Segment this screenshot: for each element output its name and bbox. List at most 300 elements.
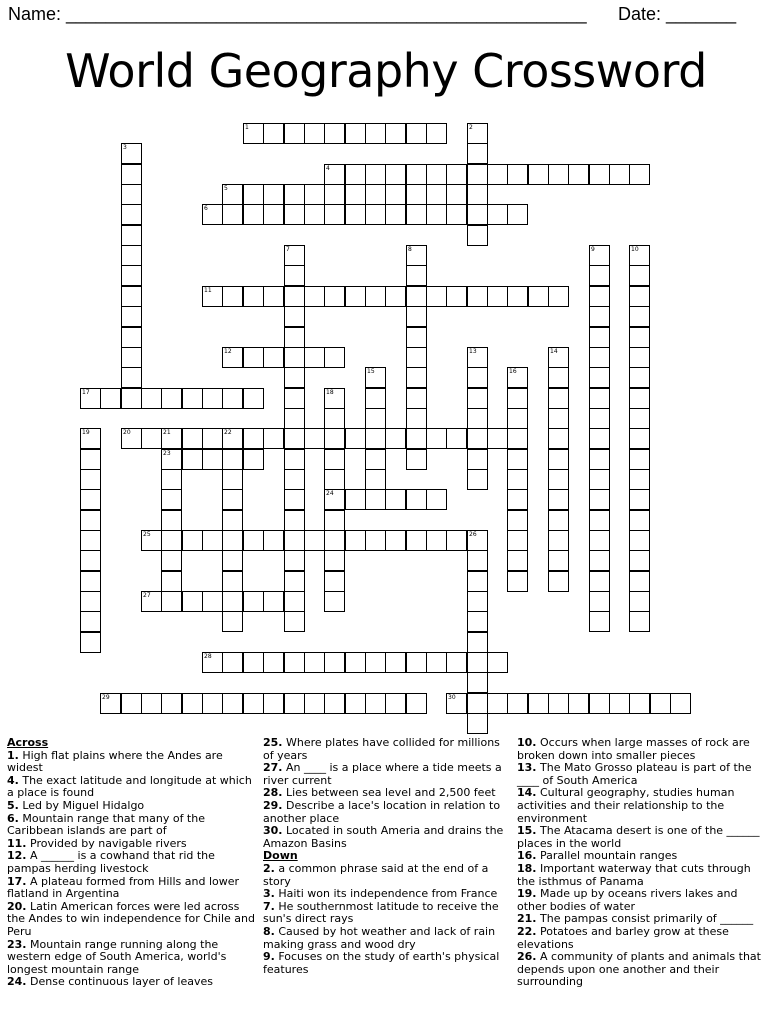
grid-cell[interactable] xyxy=(121,306,142,327)
grid-cell[interactable] xyxy=(141,530,162,551)
grid-cell[interactable] xyxy=(426,164,447,185)
grid-cell[interactable] xyxy=(385,184,406,205)
grid-cell[interactable] xyxy=(161,388,182,409)
grid-cell[interactable] xyxy=(507,204,528,225)
grid-cell[interactable] xyxy=(406,164,427,185)
grid-cell[interactable] xyxy=(406,123,427,144)
grid-cell[interactable] xyxy=(284,530,305,551)
grid-cell[interactable] xyxy=(507,550,528,571)
grid-cell[interactable] xyxy=(548,489,569,510)
grid-cell[interactable] xyxy=(324,388,345,409)
grid-cell[interactable] xyxy=(222,347,243,368)
grid-cell[interactable] xyxy=(385,286,406,307)
grid-cell[interactable] xyxy=(629,388,650,409)
grid-cell[interactable] xyxy=(487,286,508,307)
grid-cell[interactable] xyxy=(222,489,243,510)
grid-cell[interactable] xyxy=(121,327,142,348)
grid-cell[interactable] xyxy=(629,265,650,286)
grid-cell[interactable] xyxy=(385,530,406,551)
grid-cell[interactable] xyxy=(467,143,488,164)
grid-cell[interactable] xyxy=(345,164,366,185)
grid-cell[interactable] xyxy=(528,693,549,714)
grid-cell[interactable] xyxy=(446,286,467,307)
grid-cell[interactable] xyxy=(629,245,650,266)
grid-cell[interactable] xyxy=(385,489,406,510)
grid-cell[interactable] xyxy=(629,489,650,510)
grid-cell[interactable] xyxy=(284,388,305,409)
grid-cell[interactable] xyxy=(80,632,101,653)
grid-cell[interactable] xyxy=(467,225,488,246)
grid-cell[interactable] xyxy=(202,591,223,612)
grid-cell[interactable] xyxy=(365,693,386,714)
grid-cell[interactable] xyxy=(100,388,121,409)
grid-cell[interactable] xyxy=(467,449,488,470)
grid-cell[interactable] xyxy=(528,164,549,185)
grid-cell[interactable] xyxy=(243,530,264,551)
grid-cell[interactable] xyxy=(487,693,508,714)
grid-cell[interactable] xyxy=(304,204,325,225)
grid-cell[interactable] xyxy=(284,652,305,673)
grid-cell[interactable] xyxy=(467,367,488,388)
grid-cell[interactable] xyxy=(222,428,243,449)
grid-cell[interactable] xyxy=(304,286,325,307)
grid-cell[interactable] xyxy=(284,367,305,388)
grid-cell[interactable] xyxy=(406,184,427,205)
grid-cell[interactable] xyxy=(365,428,386,449)
grid-cell[interactable] xyxy=(385,204,406,225)
grid-cell[interactable] xyxy=(263,530,284,551)
grid-cell[interactable] xyxy=(161,693,182,714)
grid-cell[interactable] xyxy=(467,652,488,673)
grid-cell[interactable] xyxy=(243,286,264,307)
grid-cell[interactable] xyxy=(629,428,650,449)
grid-cell[interactable] xyxy=(487,652,508,673)
grid-cell[interactable] xyxy=(406,286,427,307)
grid-cell[interactable] xyxy=(548,164,569,185)
grid-cell[interactable] xyxy=(284,571,305,592)
grid-cell[interactable] xyxy=(589,286,610,307)
grid-cell[interactable] xyxy=(548,347,569,368)
grid-cell[interactable] xyxy=(548,388,569,409)
grid-cell[interactable] xyxy=(507,164,528,185)
grid-cell[interactable] xyxy=(222,286,243,307)
grid-cell[interactable] xyxy=(629,164,650,185)
grid-cell[interactable] xyxy=(222,652,243,673)
grid-cell[interactable] xyxy=(324,347,345,368)
grid-cell[interactable] xyxy=(243,428,264,449)
grid-cell[interactable] xyxy=(80,388,101,409)
grid-cell[interactable] xyxy=(548,571,569,592)
grid-cell[interactable] xyxy=(284,327,305,348)
grid-cell[interactable] xyxy=(202,388,223,409)
grid-cell[interactable] xyxy=(222,388,243,409)
grid-cell[interactable] xyxy=(121,693,142,714)
grid-cell[interactable] xyxy=(406,265,427,286)
grid-cell[interactable] xyxy=(80,591,101,612)
grid-cell[interactable] xyxy=(507,469,528,490)
grid-cell[interactable] xyxy=(406,449,427,470)
grid-cell[interactable] xyxy=(629,510,650,531)
grid-cell[interactable] xyxy=(589,164,610,185)
grid-cell[interactable] xyxy=(629,611,650,632)
grid-cell[interactable] xyxy=(426,123,447,144)
grid-cell[interactable] xyxy=(141,591,162,612)
grid-cell[interactable] xyxy=(467,286,488,307)
grid-cell[interactable] xyxy=(222,693,243,714)
grid-cell[interactable] xyxy=(80,571,101,592)
grid-cell[interactable] xyxy=(446,428,467,449)
grid-cell[interactable] xyxy=(487,428,508,449)
grid-cell[interactable] xyxy=(629,306,650,327)
grid-cell[interactable] xyxy=(222,550,243,571)
grid-cell[interactable] xyxy=(284,265,305,286)
grid-cell[interactable] xyxy=(304,530,325,551)
grid-cell[interactable] xyxy=(365,123,386,144)
grid-cell[interactable] xyxy=(284,204,305,225)
grid-cell[interactable] xyxy=(324,530,345,551)
grid-cell[interactable] xyxy=(243,388,264,409)
grid-cell[interactable] xyxy=(222,204,243,225)
grid-cell[interactable] xyxy=(161,489,182,510)
grid-cell[interactable] xyxy=(548,510,569,531)
grid-cell[interactable] xyxy=(243,347,264,368)
grid-cell[interactable] xyxy=(507,449,528,470)
grid-cell[interactable] xyxy=(284,306,305,327)
grid-cell[interactable] xyxy=(304,428,325,449)
grid-cell[interactable] xyxy=(345,693,366,714)
grid-cell[interactable] xyxy=(385,652,406,673)
grid-cell[interactable] xyxy=(629,530,650,551)
grid-cell[interactable] xyxy=(141,388,162,409)
grid-cell[interactable] xyxy=(324,469,345,490)
grid-cell[interactable] xyxy=(589,510,610,531)
grid-cell[interactable] xyxy=(487,164,508,185)
grid-cell[interactable] xyxy=(324,184,345,205)
grid-cell[interactable] xyxy=(365,408,386,429)
grid-cell[interactable] xyxy=(345,184,366,205)
grid-cell[interactable] xyxy=(406,652,427,673)
grid-cell[interactable] xyxy=(365,489,386,510)
grid-cell[interactable] xyxy=(284,469,305,490)
grid-cell[interactable] xyxy=(467,530,488,551)
grid-cell[interactable] xyxy=(345,428,366,449)
grid-cell[interactable] xyxy=(467,693,488,714)
grid-cell[interactable] xyxy=(345,286,366,307)
grid-cell[interactable] xyxy=(629,550,650,571)
grid-cell[interactable] xyxy=(548,449,569,470)
grid-cell[interactable] xyxy=(284,184,305,205)
grid-cell[interactable] xyxy=(467,713,488,734)
grid-cell[interactable] xyxy=(385,693,406,714)
grid-cell[interactable] xyxy=(324,449,345,470)
grid-cell[interactable] xyxy=(629,693,650,714)
grid-cell[interactable] xyxy=(467,204,488,225)
grid-cell[interactable] xyxy=(222,469,243,490)
grid-cell[interactable] xyxy=(182,693,203,714)
grid-cell[interactable] xyxy=(80,449,101,470)
grid-cell[interactable] xyxy=(121,164,142,185)
grid-cell[interactable] xyxy=(161,428,182,449)
grid-cell[interactable] xyxy=(202,530,223,551)
grid-cell[interactable] xyxy=(365,449,386,470)
grid-cell[interactable] xyxy=(589,489,610,510)
grid-cell[interactable] xyxy=(121,367,142,388)
grid-cell[interactable] xyxy=(406,388,427,409)
grid-cell[interactable] xyxy=(629,286,650,307)
grid-cell[interactable] xyxy=(80,489,101,510)
grid-cell[interactable] xyxy=(304,652,325,673)
grid-cell[interactable] xyxy=(222,571,243,592)
grid-cell[interactable] xyxy=(222,184,243,205)
grid-cell[interactable] xyxy=(426,286,447,307)
grid-cell[interactable] xyxy=(406,204,427,225)
grid-cell[interactable] xyxy=(426,184,447,205)
grid-cell[interactable] xyxy=(385,428,406,449)
grid-cell[interactable] xyxy=(284,245,305,266)
grid-cell[interactable] xyxy=(222,530,243,551)
grid-cell[interactable] xyxy=(304,693,325,714)
grid-cell[interactable] xyxy=(507,693,528,714)
grid-cell[interactable] xyxy=(589,265,610,286)
grid-cell[interactable] xyxy=(589,550,610,571)
grid-cell[interactable] xyxy=(324,591,345,612)
grid-cell[interactable] xyxy=(568,164,589,185)
grid-cell[interactable] xyxy=(284,449,305,470)
grid-cell[interactable] xyxy=(324,408,345,429)
grid-cell[interactable] xyxy=(263,347,284,368)
grid-cell[interactable] xyxy=(324,652,345,673)
grid-cell[interactable] xyxy=(202,286,223,307)
grid-cell[interactable] xyxy=(487,204,508,225)
grid-cell[interactable] xyxy=(263,591,284,612)
grid-cell[interactable] xyxy=(589,245,610,266)
grid-cell[interactable] xyxy=(345,204,366,225)
grid-cell[interactable] xyxy=(141,693,162,714)
grid-cell[interactable] xyxy=(202,693,223,714)
grid-cell[interactable] xyxy=(365,184,386,205)
grid-cell[interactable] xyxy=(182,530,203,551)
grid-cell[interactable] xyxy=(507,510,528,531)
grid-cell[interactable] xyxy=(263,286,284,307)
grid-cell[interactable] xyxy=(629,327,650,348)
grid-cell[interactable] xyxy=(589,571,610,592)
grid-cell[interactable] xyxy=(548,286,569,307)
grid-cell[interactable] xyxy=(121,286,142,307)
grid-cell[interactable] xyxy=(121,388,142,409)
grid-cell[interactable] xyxy=(446,204,467,225)
grid-cell[interactable] xyxy=(365,204,386,225)
grid-cell[interactable] xyxy=(243,693,264,714)
grid-cell[interactable] xyxy=(507,367,528,388)
grid-cell[interactable] xyxy=(121,225,142,246)
grid-cell[interactable] xyxy=(426,530,447,551)
grid-cell[interactable] xyxy=(629,408,650,429)
grid-cell[interactable] xyxy=(467,428,488,449)
grid-cell[interactable] xyxy=(324,489,345,510)
grid-cell[interactable] xyxy=(589,591,610,612)
grid-cell[interactable] xyxy=(589,693,610,714)
grid-cell[interactable] xyxy=(263,123,284,144)
grid-cell[interactable] xyxy=(467,611,488,632)
grid-cell[interactable] xyxy=(263,184,284,205)
grid-cell[interactable] xyxy=(202,428,223,449)
grid-cell[interactable] xyxy=(548,550,569,571)
grid-cell[interactable] xyxy=(589,449,610,470)
grid-cell[interactable] xyxy=(467,591,488,612)
grid-cell[interactable] xyxy=(121,347,142,368)
grid-cell[interactable] xyxy=(202,652,223,673)
grid-cell[interactable] xyxy=(121,184,142,205)
grid-cell[interactable] xyxy=(304,123,325,144)
grid-cell[interactable] xyxy=(324,204,345,225)
grid-cell[interactable] xyxy=(507,388,528,409)
grid-cell[interactable] xyxy=(80,611,101,632)
grid-cell[interactable] xyxy=(406,489,427,510)
grid-cell[interactable] xyxy=(345,489,366,510)
grid-cell[interactable] xyxy=(589,530,610,551)
grid-cell[interactable] xyxy=(507,428,528,449)
grid-cell[interactable] xyxy=(650,693,671,714)
grid-cell[interactable] xyxy=(161,550,182,571)
grid-cell[interactable] xyxy=(202,449,223,470)
grid-cell[interactable] xyxy=(589,367,610,388)
grid-cell[interactable] xyxy=(121,428,142,449)
grid-cell[interactable] xyxy=(467,347,488,368)
grid-cell[interactable] xyxy=(406,347,427,368)
grid-cell[interactable] xyxy=(426,428,447,449)
grid-cell[interactable] xyxy=(365,388,386,409)
grid-cell[interactable] xyxy=(284,428,305,449)
grid-cell[interactable] xyxy=(284,489,305,510)
grid-cell[interactable] xyxy=(548,408,569,429)
grid-cell[interactable] xyxy=(365,652,386,673)
grid-cell[interactable] xyxy=(222,510,243,531)
grid-cell[interactable] xyxy=(284,510,305,531)
grid-cell[interactable] xyxy=(121,265,142,286)
grid-cell[interactable] xyxy=(243,449,264,470)
grid-cell[interactable] xyxy=(467,408,488,429)
grid-cell[interactable] xyxy=(406,245,427,266)
grid-cell[interactable] xyxy=(426,204,447,225)
grid-cell[interactable] xyxy=(324,164,345,185)
grid-cell[interactable] xyxy=(284,286,305,307)
name-field[interactable]: Name: ____________________________________________________ xyxy=(8,4,587,24)
grid-cell[interactable] xyxy=(161,510,182,531)
grid-cell[interactable] xyxy=(121,204,142,225)
grid-cell[interactable] xyxy=(324,571,345,592)
grid-cell[interactable] xyxy=(141,428,162,449)
grid-cell[interactable] xyxy=(161,571,182,592)
grid-cell[interactable] xyxy=(365,164,386,185)
grid-cell[interactable] xyxy=(80,428,101,449)
grid-cell[interactable] xyxy=(121,245,142,266)
grid-cell[interactable] xyxy=(80,469,101,490)
grid-cell[interactable] xyxy=(548,469,569,490)
grid-cell[interactable] xyxy=(467,123,488,144)
grid-cell[interactable] xyxy=(589,347,610,368)
grid-cell[interactable] xyxy=(629,591,650,612)
grid-cell[interactable] xyxy=(243,652,264,673)
grid-cell[interactable] xyxy=(507,286,528,307)
grid-cell[interactable] xyxy=(589,611,610,632)
grid-cell[interactable] xyxy=(589,327,610,348)
grid-cell[interactable] xyxy=(365,530,386,551)
grid-cell[interactable] xyxy=(284,693,305,714)
grid-cell[interactable] xyxy=(345,530,366,551)
grid-cell[interactable] xyxy=(446,652,467,673)
grid-cell[interactable] xyxy=(324,550,345,571)
grid-cell[interactable] xyxy=(589,388,610,409)
grid-cell[interactable] xyxy=(467,184,488,205)
grid-cell[interactable] xyxy=(202,204,223,225)
grid-cell[interactable] xyxy=(629,571,650,592)
grid-cell[interactable] xyxy=(345,652,366,673)
grid-cell[interactable] xyxy=(446,530,467,551)
grid-cell[interactable] xyxy=(182,591,203,612)
grid-cell[interactable] xyxy=(507,408,528,429)
grid-cell[interactable] xyxy=(222,591,243,612)
grid-cell[interactable] xyxy=(243,591,264,612)
grid-cell[interactable] xyxy=(182,449,203,470)
grid-cell[interactable] xyxy=(507,489,528,510)
grid-cell[interactable] xyxy=(284,550,305,571)
grid-cell[interactable] xyxy=(670,693,691,714)
grid-cell[interactable] xyxy=(467,550,488,571)
grid-cell[interactable] xyxy=(406,306,427,327)
grid-cell[interactable] xyxy=(365,367,386,388)
grid-cell[interactable] xyxy=(365,286,386,307)
grid-cell[interactable] xyxy=(629,347,650,368)
grid-cell[interactable] xyxy=(324,693,345,714)
grid-cell[interactable] xyxy=(446,693,467,714)
grid-cell[interactable] xyxy=(121,143,142,164)
grid-cell[interactable] xyxy=(385,123,406,144)
grid-cell[interactable] xyxy=(467,571,488,592)
grid-cell[interactable] xyxy=(284,611,305,632)
grid-cell[interactable] xyxy=(589,469,610,490)
grid-cell[interactable] xyxy=(263,428,284,449)
grid-cell[interactable] xyxy=(467,469,488,490)
grid-cell[interactable] xyxy=(507,571,528,592)
grid-cell[interactable] xyxy=(426,652,447,673)
grid-cell[interactable] xyxy=(629,449,650,470)
grid-cell[interactable] xyxy=(182,428,203,449)
grid-cell[interactable] xyxy=(161,591,182,612)
grid-cell[interactable] xyxy=(304,184,325,205)
grid-cell[interactable] xyxy=(243,123,264,144)
grid-cell[interactable] xyxy=(446,164,467,185)
grid-cell[interactable] xyxy=(365,469,386,490)
grid-cell[interactable] xyxy=(80,530,101,551)
grid-cell[interactable] xyxy=(263,204,284,225)
grid-cell[interactable] xyxy=(222,611,243,632)
grid-cell[interactable] xyxy=(324,123,345,144)
grid-cell[interactable] xyxy=(406,428,427,449)
grid-cell[interactable] xyxy=(548,530,569,551)
date-field[interactable]: Date: _______ xyxy=(618,4,737,24)
grid-cell[interactable] xyxy=(100,693,121,714)
grid-cell[interactable] xyxy=(222,449,243,470)
grid-cell[interactable] xyxy=(629,469,650,490)
grid-cell[interactable] xyxy=(243,204,264,225)
grid-cell[interactable] xyxy=(284,123,305,144)
grid-cell[interactable] xyxy=(589,428,610,449)
grid-cell[interactable] xyxy=(609,164,630,185)
grid-cell[interactable] xyxy=(284,591,305,612)
grid-cell[interactable] xyxy=(263,693,284,714)
grid-cell[interactable] xyxy=(548,428,569,449)
grid-cell[interactable] xyxy=(406,693,427,714)
